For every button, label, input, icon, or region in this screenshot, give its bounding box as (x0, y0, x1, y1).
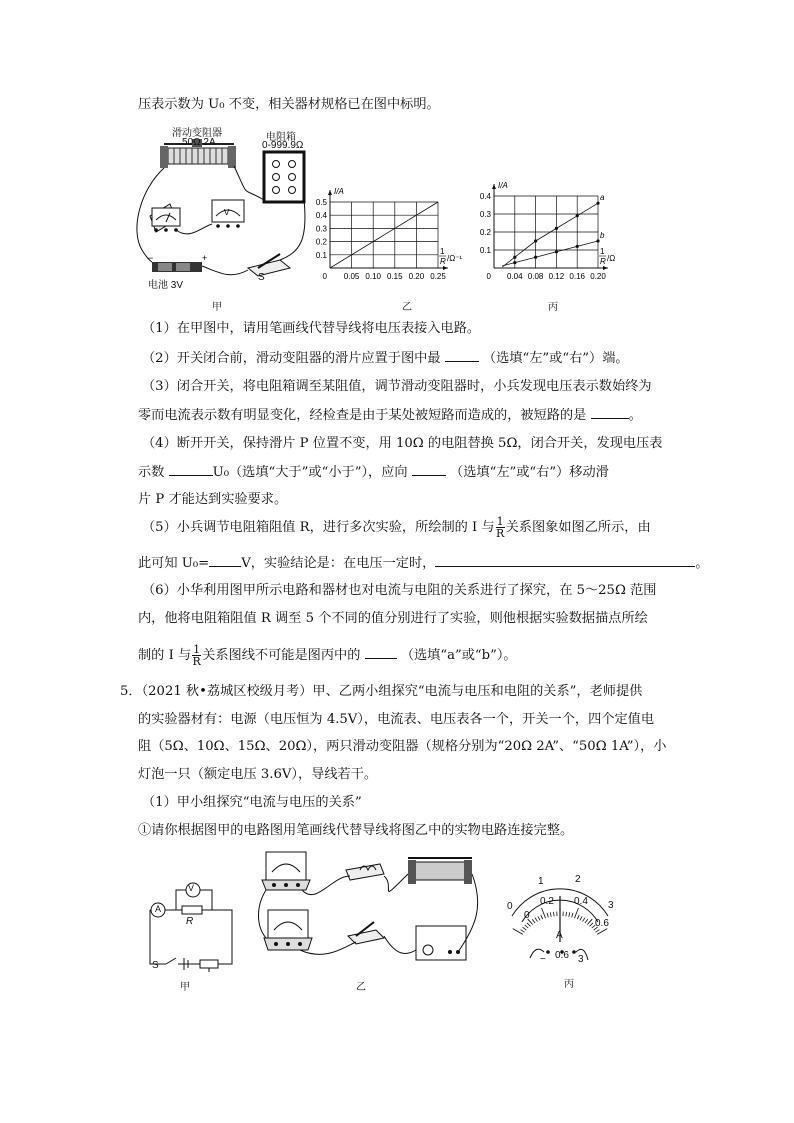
series-a-label: a (600, 193, 605, 203)
x-axis-arrow (443, 266, 448, 270)
series-a-point (534, 239, 537, 242)
dial-tick (513, 929, 523, 935)
dial-tick (569, 912, 570, 916)
x-axis-arrow (603, 266, 608, 270)
dial-inner-02: 0.2 (540, 896, 554, 907)
fig2-resistor-r: R (186, 916, 194, 927)
q5-blank-1[interactable] (209, 554, 241, 567)
svg-text:−: − (148, 253, 154, 263)
q5-frac-den: R (495, 527, 505, 540)
switch-image (248, 254, 290, 276)
y-tick-label: 0.2 (479, 228, 491, 237)
voltmeter-image (212, 200, 244, 228)
q5-frac-num: 1 (496, 515, 504, 528)
rheostat-device (408, 858, 472, 884)
y-axis-arrow (492, 184, 496, 189)
switch-label: S (258, 272, 265, 283)
q4-text-b3: （选填“左”或“右”）移动滑 (450, 465, 609, 480)
x-tick-label: 0.10 (365, 272, 381, 281)
origin-label: 0 (486, 272, 491, 281)
dial-tick (566, 912, 567, 916)
x-tick-label: 0.25 (430, 272, 446, 281)
x-tick-label: 0.04 (507, 272, 523, 281)
dial-tick (538, 916, 540, 920)
series-b-label: b (600, 231, 605, 240)
q6-frac-num: 1 (193, 643, 201, 656)
rheostat-title: 滑动变阻器 (172, 128, 222, 139)
dial-tick (527, 923, 530, 926)
dial-tick (550, 912, 551, 916)
ammeter-image (150, 204, 180, 232)
q6-text-c1: 制的 I 与 (138, 648, 192, 663)
p5-line-6: ①请你根据图甲的电路图用笔画线代替导线将图乙中的实物电路连接完整。 (138, 823, 574, 838)
svg-text:V: V (224, 208, 230, 217)
dial-tick (553, 912, 554, 916)
dial-tick (585, 919, 588, 923)
q4-line-b (138, 463, 609, 482)
q2-text-a: （2）开关闭合前，滑动变阻器的滑片应置于图中最 (142, 351, 441, 366)
q5-text-a2: 关系图象如图乙所示，由 (505, 520, 651, 535)
q4-line-a: （4）断开开关，保持滑片 P 位置不变，用 10Ω 的电阻替换 5Ω，闭合开关，发现电压表 (142, 436, 663, 451)
q6-fraction (192, 644, 201, 667)
dial-tick (572, 913, 573, 917)
series-b-point (534, 256, 537, 259)
x-axis-label-den: R (600, 257, 606, 266)
q1-text: （1）在甲图中，请用笔画线代替导线将电压表接入电路。 (142, 321, 481, 336)
q6-text-c2: 关系图线不可能是图丙中的 (202, 648, 361, 663)
p5-line-3: 阻（5Ω、10Ω、15Ω、20Ω），两只滑动变阻器（规格分别为“20Ω 2A”、“50Ω 1A”），小 (138, 739, 667, 754)
y-tick-label: 0.1 (315, 250, 327, 260)
dial-top-3: 3 (608, 900, 614, 911)
q3-text-b: 零而电流表示数有明显变化，经检查是由于某处被短路而造成的，被短路的是 (138, 408, 587, 423)
dial-tick (574, 908, 578, 918)
x-axis-label-num: 1 (600, 247, 605, 256)
fig1-bing-caption: 丙 (548, 302, 558, 313)
series-a (502, 203, 598, 267)
fig1-jia-caption: 甲 (212, 302, 222, 313)
series-b-point (555, 250, 558, 253)
fig2-switch-s: S (152, 960, 159, 971)
dial-tick (597, 929, 607, 935)
fig2-bing-caption: 丙 (564, 979, 574, 990)
series-a-point (576, 214, 579, 217)
resistance-box-image (264, 152, 304, 202)
x-tick-label: 0.05 (343, 272, 360, 281)
dial-tick (587, 919, 592, 925)
y-tick-label: 0.3 (315, 224, 327, 234)
dial-tick (541, 915, 543, 919)
q6-line-b: 内，他将电阻箱阻值 R 调至 5 个不同的值分别进行了实验，则他根据实验数据描点所绘 (138, 611, 648, 626)
q5-line-a (142, 516, 651, 539)
ammeter-device (264, 910, 312, 950)
rheostat-spec: 50Ω 2A (182, 137, 216, 148)
q2-blank[interactable] (445, 349, 479, 362)
dial-inner-0: 0 (524, 910, 530, 921)
dial-tick (582, 918, 585, 922)
x-tick-label: 0.16 (569, 272, 585, 281)
dial-tick (523, 927, 527, 930)
terminal-neg: − (540, 954, 546, 965)
y-tick-label: 0.3 (479, 210, 491, 219)
q5-fraction (496, 516, 505, 539)
q6-line-a: （6）小华利用图甲所示电路和器材也对电流与电阻的关系进行了探究，在 5～25Ω 范围 (142, 583, 657, 598)
svg-text:+: + (202, 253, 208, 263)
q5-text-b2: V，实验结论是：在电压一定时， (241, 556, 436, 571)
dial-letter-a: A (556, 930, 563, 941)
x-axis-label-den: R (440, 257, 446, 266)
x-tick-label: 0.12 (548, 272, 565, 281)
voltmeter-device (262, 852, 310, 890)
dial-top-2: 2 (575, 874, 581, 885)
dial-inner-04: 0.4 (574, 896, 588, 907)
q4-blank-2[interactable] (412, 463, 446, 476)
q2-line (142, 349, 629, 368)
q6-frac-den: R (192, 655, 201, 668)
dial-outer-zero: 0 (507, 901, 513, 912)
power-supply-device (416, 926, 466, 960)
battery-label: 电池 3V (148, 280, 184, 291)
origin-label: 0 (322, 272, 327, 281)
fig2-meter-v: V (188, 883, 195, 893)
dial-tick (590, 923, 593, 926)
dial-tick (535, 918, 538, 922)
p5-line-2: 的实验器材有：电源（电压恒为 4.5V），电流表、电压表各一个，开关一个，四个定值电 (138, 712, 655, 727)
q4-blank-1[interactable] (169, 463, 213, 476)
fig2-yi-caption: 乙 (356, 982, 366, 993)
q6-line-c (138, 644, 517, 667)
y-tick-label: 0.5 (315, 198, 327, 207)
q2-text-b: （选填“左”或“右”）端。 (482, 351, 629, 366)
fig2-meter-a: A (155, 904, 162, 914)
y-axis-label: I/A (334, 187, 344, 196)
q4-line-c: 片 P 才能达到实验要求。 (138, 492, 288, 507)
dial-tick (525, 925, 529, 928)
q3-text-c: 。 (628, 408, 642, 423)
q5-text-b1: 此可知 U₀= (138, 556, 210, 571)
bulb-device (346, 864, 384, 880)
p5-line-4: 灯泡一只（额定电压 3.6V），导线若干。 (138, 767, 378, 782)
figure2-yi-apparatus (256, 846, 486, 972)
x-axis-label-num: 1 (440, 247, 445, 256)
terminal-06: 0.6 (555, 950, 569, 961)
q3-line-b (138, 406, 642, 425)
q3-line-a: （3）闭合开关，将电阻箱调至某阻值，调节滑动变阻器时，小兵发现电压表示数始终为 (142, 379, 652, 394)
battery-image (148, 253, 207, 272)
box-range: 0-999.9Ω (262, 140, 304, 151)
series-a-point (555, 227, 558, 230)
dial-tick (595, 930, 599, 933)
q4-text-b2: U₀（选填“大于”或“小于”），应向 (212, 465, 408, 480)
dial-tick (532, 919, 535, 923)
y-tick-label: 0.4 (479, 192, 491, 201)
y-tick-label: 0.1 (479, 246, 491, 255)
y-tick-label: 0.2 (315, 237, 327, 247)
x-tick-label: 0.08 (527, 272, 544, 281)
terminal-3: 3 (578, 954, 584, 965)
y-axis-arrow (328, 190, 332, 195)
chart-yi (312, 184, 488, 288)
dial-top-1: 1 (538, 876, 544, 887)
series-b (502, 241, 598, 266)
q6-blank[interactable] (365, 646, 397, 659)
q3-blank[interactable] (591, 406, 629, 419)
dial-tick (547, 913, 548, 917)
q5-line-b (138, 554, 709, 573)
dial-tick (542, 908, 546, 918)
q6-text-c3: （选填“a”或“b”）。 (400, 648, 517, 663)
p5-line-1: 5．（2021 秋•荔城区校级月考）甲、乙两小组探究“电流与电压和电阻的关系”，老师提供 (120, 684, 643, 699)
x-tick-label: 0.20 (408, 272, 425, 281)
q5-text-b3: 。 (695, 556, 709, 571)
q4-text-b1: 示数 (138, 465, 165, 480)
y-axis-label: I/A (498, 181, 508, 190)
x-axis-label-unit: /Ω⁻¹ (447, 254, 463, 263)
box-title: 电阻箱 (266, 132, 296, 143)
fig2-jia-caption: 甲 (180, 982, 190, 993)
y-tick-label: 0.4 (315, 211, 327, 221)
chart-bing (476, 178, 644, 288)
q5-text-a1: （5）小兵调节电阻箱阻值 R，进行多次实验，所绘制的 I 与 (142, 520, 495, 535)
x-tick-label: 0.15 (387, 272, 403, 281)
dial-tick (520, 930, 524, 933)
x-tick-label: 0.20 (590, 272, 606, 281)
series-a-point (513, 256, 516, 259)
dial-tick (577, 915, 579, 919)
x-axis-label-unit: /Ω (607, 254, 616, 263)
series-line (330, 202, 438, 268)
q5-blank-2[interactable] (435, 554, 695, 567)
dial-tick (580, 916, 582, 920)
intro-text: 压表示数为 U₀ 不变，相关器材规格已在图中标明。 (138, 97, 440, 112)
switch-device (348, 922, 384, 944)
fig1-yi-caption: 乙 (402, 302, 412, 313)
series-b-point (576, 245, 579, 248)
series-b-point (513, 261, 516, 264)
dial-inner-06: 0.6 (595, 918, 609, 929)
p5-line-5: （1）甲小组探究“电流与电压的关系” (142, 795, 362, 810)
